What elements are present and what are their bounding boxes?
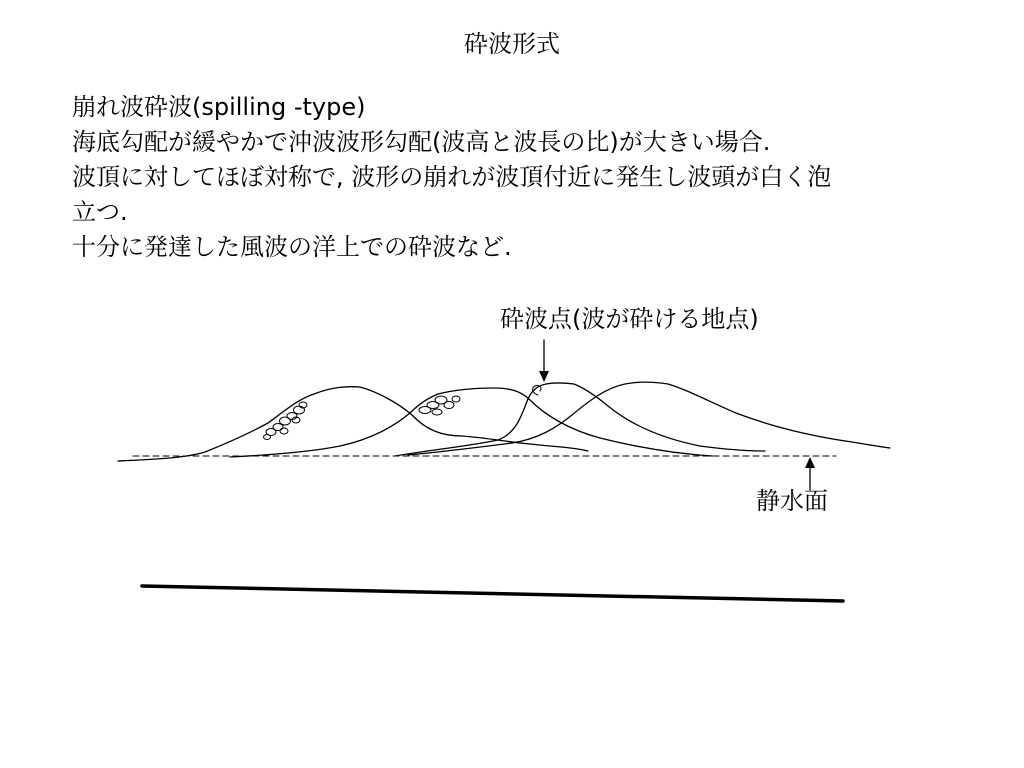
wave-profile-3	[395, 383, 765, 456]
wave-profile-1	[118, 387, 588, 461]
description-text	[72, 90, 952, 265]
breaking-point-label: 砕波点(波が砕ける地点)	[500, 305, 759, 333]
description-line-shape: 波頂に対してほぼ対称で, 波形の崩れが波頂付近に発生し波頭が白く泡	[72, 163, 832, 191]
breaking-point-arrow	[539, 340, 549, 382]
description-line-shape-cont: 立つ.	[72, 198, 128, 226]
description-line-example: 十分に発達した風波の洋上での砕波など.	[72, 233, 512, 261]
description-heading: 崩れ波砕波(spilling -type)	[72, 93, 366, 121]
wave-1-foam	[264, 402, 308, 440]
description-line-condition: 海底勾配が緩やかで沖波波形勾配(波高と波長の比)が大きい場合.	[72, 128, 771, 156]
slide-title: 砕波形式	[464, 30, 560, 58]
sea-bottom-line	[142, 586, 843, 601]
still-water-label: 静水面	[756, 487, 828, 515]
wave-profile-4	[408, 382, 890, 455]
wave-3-curl	[533, 385, 541, 395]
wave-profile-2	[230, 388, 712, 457]
wave-2-foam	[419, 396, 460, 415]
